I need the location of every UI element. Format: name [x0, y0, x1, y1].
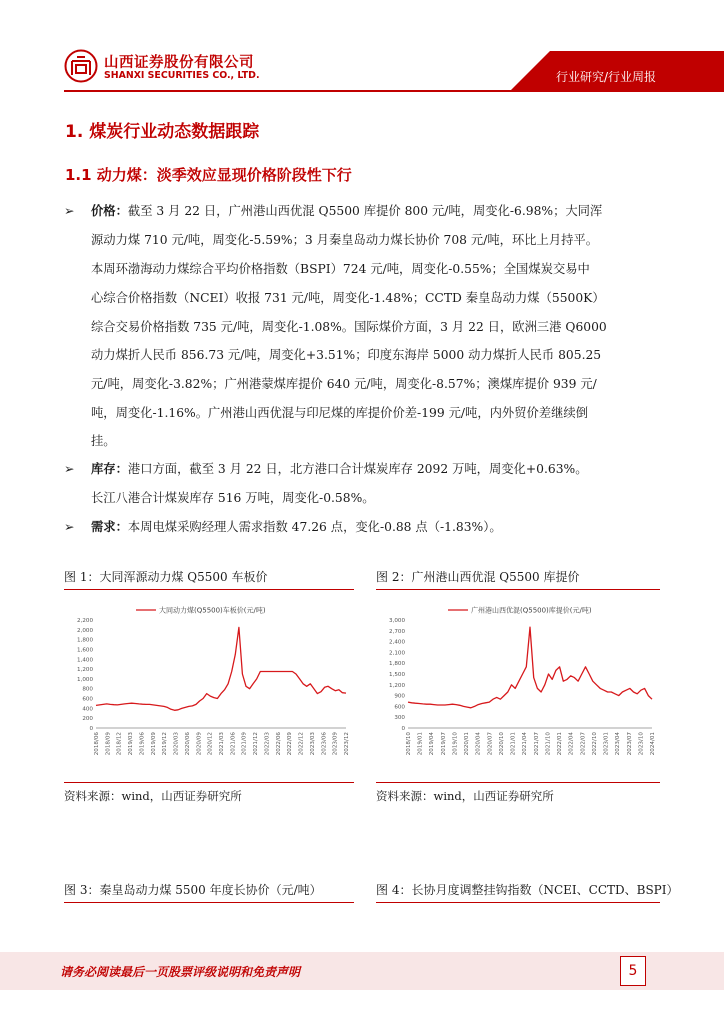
- x-tick-label: 2018/12: [116, 732, 123, 756]
- y-tick-label: 3,000: [388, 618, 405, 624]
- x-tick-label: 2023/03: [309, 732, 316, 756]
- price-paragraph-line: 综合交易价格指数 735 元/吨，周变化-1.08%。国际煤价方面，3 月 22 日，欧洲三港 Q6000: [91, 320, 607, 334]
- x-tick-label: 2020/06: [184, 732, 191, 756]
- x-tick-label: 2021/12: [253, 732, 260, 756]
- price-paragraph-line: 挂。: [91, 434, 116, 448]
- y-tick-label: 1,800: [388, 661, 405, 668]
- company-logo-icon: [64, 49, 98, 83]
- x-tick-label: 2021/01: [510, 732, 517, 756]
- inventory-paragraph-line: 库存：港口方面，截至 3 月 22 日，北方港口合计煤炭库存 2092 万吨，周变化+0.63%。: [91, 461, 588, 476]
- x-tick-label: 2020/07: [487, 732, 494, 756]
- y-tick-label: 400: [82, 706, 93, 713]
- x-tick-label: 2019/10: [452, 732, 459, 756]
- legend-label: 大同动力煤(Q5500)车板价(元/吨): [159, 606, 266, 615]
- y-tick-label: 1,600: [76, 647, 93, 654]
- x-tick-label: 2020/12: [207, 732, 214, 756]
- footer-disclaimer: 请务必阅读最后一页股票评级说明和免责声明: [60, 965, 301, 979]
- figure-2-rule: [376, 589, 660, 590]
- x-tick-label: 2018/10: [406, 732, 412, 756]
- figure-2-chart: [376, 598, 660, 778]
- price-paragraph-line: 动力煤折人民币 856.73 元/吨，周变化+3.51%；印度东海岸 5000 动力煤折人民币 805.25: [91, 348, 602, 362]
- report-type: 行业研究/行业周报: [556, 70, 657, 84]
- x-tick-label: 2019/07: [440, 732, 447, 756]
- x-tick-label: 2022/04: [568, 732, 575, 756]
- demand-paragraph-line: 需求：本周电煤采购经理人需求指数 47.26 点，变化-0.88 点（-1.83%）。: [91, 519, 502, 534]
- x-tick-label: 2019/09: [150, 732, 157, 756]
- inventory-paragraph-line: 长江八港合计煤炭库存 516 万吨，周变化-0.58%。: [91, 491, 375, 505]
- y-tick-label: 300: [394, 715, 405, 722]
- price-paragraph-line: 吨，周变化-1.16%。广州港山西优混与印尼煤的库提价价差-199 元/吨，内外贸价差继续倒: [91, 406, 588, 420]
- legend-label: 广州港山西优混(Q5500)库提价(元/吨): [471, 606, 592, 615]
- figure-1-source: 资料来源：wind，山西证券研究所: [64, 789, 242, 803]
- x-tick-label: 2023/04: [615, 732, 622, 756]
- bullet-arrow-icon: ➢: [64, 203, 75, 218]
- x-tick-label: 2019/03: [128, 732, 135, 756]
- figure-1-rule: [64, 589, 354, 590]
- y-tick-label: 2,400: [388, 639, 405, 646]
- x-tick-label: 2020/03: [173, 732, 180, 756]
- bullet-arrow-icon: ➢: [64, 461, 75, 476]
- series-line: [408, 627, 652, 708]
- x-tick-label: 2018/09: [105, 732, 112, 756]
- price-paragraph-line: 元/吨，周变化-3.82%；广州港蒙煤库提价 640 元/吨，周变化-8.57%；澳煤库提价 939 元/: [91, 377, 597, 391]
- x-tick-label: 2022/01: [557, 732, 564, 756]
- x-tick-label: 2022/03: [264, 732, 271, 756]
- x-tick-label: 2021/06: [230, 732, 237, 756]
- y-tick-label: 800: [82, 686, 93, 693]
- price-paragraph-line: 源动力煤 710 元/吨，周变化-5.59%；3 月秦皇岛动力煤长协价 708 元/吨，环比上月持平。: [91, 233, 599, 247]
- y-tick-label: 1,200: [76, 667, 93, 674]
- figure-2-bottom-rule: [376, 782, 660, 783]
- x-tick-label: 2020/01: [464, 732, 471, 756]
- x-tick-label: 2020/04: [475, 732, 482, 756]
- y-tick-label: 1,200: [388, 682, 405, 689]
- figure-1-bottom-rule: [64, 782, 354, 783]
- inventory-label: 库存：: [91, 461, 128, 476]
- figure-4-title: 图 4：长协月度调整挂钩指数（NCEI、CCTD、BSPI）: [376, 883, 679, 897]
- x-tick-label: 2023/06: [321, 732, 328, 756]
- company-name-cn: 山西证券股份有限公司: [104, 55, 254, 71]
- x-tick-label: 2021/03: [219, 732, 225, 756]
- figure-3-rule: [64, 902, 354, 903]
- x-tick-label: 2022/12: [298, 732, 305, 756]
- x-tick-label: 2022/07: [580, 732, 587, 756]
- x-tick-label: 2020/09: [196, 732, 203, 756]
- y-tick-label: 2,000: [76, 627, 93, 634]
- x-tick-label: 2023/09: [332, 732, 339, 756]
- x-tick-label: 2023/12: [344, 732, 350, 756]
- y-tick-label: 2,100: [388, 650, 405, 657]
- x-tick-label: 2021/04: [522, 732, 529, 756]
- x-tick-label: 2022/10: [591, 732, 598, 756]
- section-heading: 1. 煤炭行业动态数据跟踪: [65, 122, 260, 142]
- x-tick-label: 2022/09: [287, 732, 294, 756]
- x-tick-label: 2020/10: [498, 732, 505, 756]
- x-tick-label: 2022/06: [275, 732, 282, 756]
- figure-2-source: 资料来源：wind，山西证券研究所: [376, 789, 554, 803]
- x-tick-label: 2023/10: [638, 732, 645, 756]
- x-tick-label: 2021/07: [533, 732, 540, 756]
- price-paragraph-line: 价格：截至 3 月 22 日，广州港山西优混 Q5500 库提价 800 元/吨，周变化-6.98%；大同浑: [91, 203, 603, 218]
- subsection-heading: 1.1 动力煤：淡季效应显现价格阶段性下行: [65, 166, 352, 184]
- y-tick-label: 2,700: [388, 628, 405, 635]
- x-tick-label: 2023/01: [603, 732, 610, 756]
- y-tick-label: 2,200: [76, 618, 93, 624]
- bullet-arrow-icon: ➢: [64, 519, 75, 534]
- x-tick-label: 2019/12: [162, 732, 169, 756]
- figure-1-chart: [64, 598, 354, 778]
- y-tick-label: 1,000: [76, 676, 93, 683]
- y-tick-label: 600: [82, 696, 93, 703]
- y-tick-label: 1,400: [76, 657, 93, 664]
- y-tick-label: 200: [82, 716, 93, 723]
- y-tick-label: 600: [394, 704, 405, 711]
- x-tick-label: 2024/01: [650, 732, 656, 756]
- x-tick-label: 2019/01: [417, 732, 424, 756]
- y-tick-label: 1,500: [388, 672, 405, 678]
- series-line: [96, 627, 346, 710]
- header-rule: [64, 90, 724, 92]
- figure-4-rule: [376, 902, 660, 903]
- x-tick-label: 2018/06: [94, 732, 100, 756]
- x-tick-label: 2019/06: [139, 732, 146, 756]
- y-tick-label: 0: [401, 726, 405, 732]
- x-tick-label: 2021/09: [241, 732, 248, 756]
- page-number: 5: [620, 956, 646, 986]
- demand-label: 需求：: [91, 519, 128, 534]
- y-tick-label: 0: [89, 726, 93, 732]
- price-label: 价格：: [91, 203, 128, 218]
- x-tick-label: 2021/10: [545, 732, 552, 756]
- figure-1-title: 图 1：大同浑源动力煤 Q5500 车板价: [64, 570, 268, 584]
- price-paragraph-line: 心综合价格指数（NCEI）收报 731 元/吨，周变化-1.48%；CCTD 秦皇岛动力煤（5500K）: [91, 291, 605, 305]
- company-name-en: SHANXI SECURITIES CO., LTD.: [104, 70, 260, 81]
- x-tick-label: 2019/04: [429, 732, 436, 756]
- figure-3-title: 图 3：秦皇岛动力煤 5500 年度长协价（元/吨）: [64, 883, 322, 897]
- figure-2-title: 图 2：广州港山西优混 Q5500 库提价: [376, 570, 580, 584]
- y-tick-label: 1,800: [76, 637, 93, 644]
- x-tick-label: 2023/07: [626, 732, 633, 756]
- price-paragraph-line: 本周环渤海动力煤综合平均价格指数（BSPI）724 元/吨，周变化-0.55%；全国煤炭交易中: [91, 262, 590, 276]
- y-tick-label: 900: [394, 693, 405, 700]
